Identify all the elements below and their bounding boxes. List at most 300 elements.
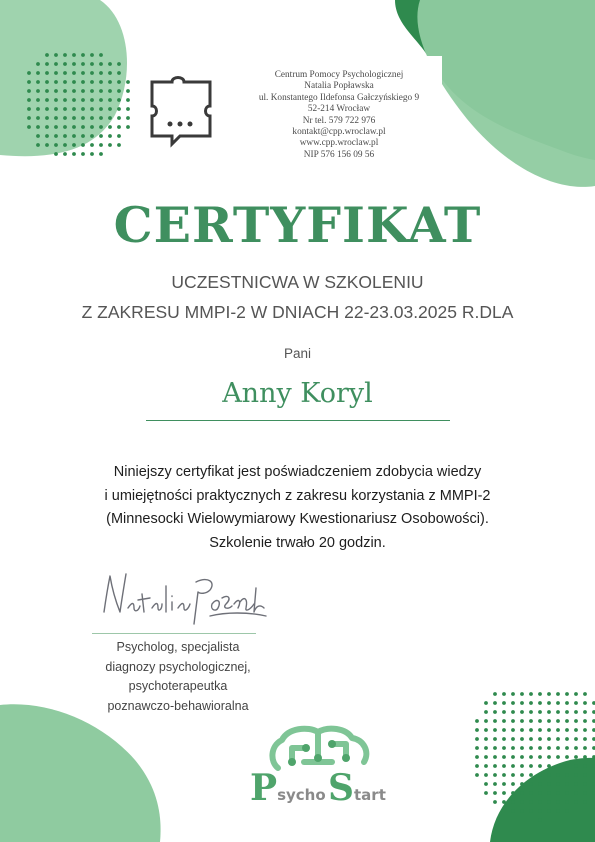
decorative-dot bbox=[484, 746, 488, 750]
decorative-dot bbox=[529, 764, 533, 768]
decorative-dot bbox=[72, 125, 76, 129]
decorative-dot bbox=[99, 62, 103, 66]
decorative-dot bbox=[556, 719, 560, 723]
decorative-dot bbox=[475, 755, 479, 759]
signatory-role bbox=[58, 638, 298, 716]
certificate-body bbox=[0, 461, 595, 555]
decorative-dot bbox=[502, 710, 506, 714]
decorative-dot bbox=[583, 773, 587, 777]
decorative-dot bbox=[81, 107, 85, 111]
decorative-dot bbox=[547, 701, 551, 705]
decorative-dot bbox=[27, 98, 31, 102]
decorative-dot bbox=[547, 746, 551, 750]
decorative-dot bbox=[72, 134, 76, 138]
decorative-dot bbox=[574, 782, 578, 786]
decorative-dot bbox=[90, 80, 94, 84]
decorative-dot bbox=[117, 107, 121, 111]
decorative-dot bbox=[54, 62, 58, 66]
decorative-dot bbox=[90, 152, 94, 156]
decorative-dot bbox=[108, 143, 112, 147]
decorative-dot bbox=[99, 152, 103, 156]
decorative-dot bbox=[54, 125, 58, 129]
decorative-dot bbox=[529, 773, 533, 777]
decorative-dot bbox=[529, 719, 533, 723]
decorative-dot bbox=[511, 755, 515, 759]
decorative-dot bbox=[99, 134, 103, 138]
body-line: i umiejętności praktycznych z zakresu korzystania z MMPI-2 bbox=[104, 487, 491, 504]
decorative-dot bbox=[556, 773, 560, 777]
decorative-dot bbox=[484, 755, 488, 759]
decorative-dot bbox=[511, 737, 515, 741]
decorative-dot bbox=[45, 89, 49, 93]
decorative-dot bbox=[81, 116, 85, 120]
decorative-dot bbox=[529, 737, 533, 741]
decorative-dot bbox=[565, 719, 569, 723]
logo-text-tart: tart bbox=[354, 786, 386, 804]
decorative-dot bbox=[538, 755, 542, 759]
stamp-line: Centrum Pomocy Psychologicznej bbox=[274, 70, 404, 80]
logo-word-start bbox=[328, 767, 386, 809]
decorative-dot bbox=[520, 737, 524, 741]
logo-letter-p: P bbox=[250, 767, 278, 809]
decorative-dot bbox=[484, 791, 488, 795]
decorative-dot bbox=[520, 710, 524, 714]
decorative-dot bbox=[574, 701, 578, 705]
decorative-dot bbox=[556, 737, 560, 741]
decorative-dot bbox=[565, 755, 569, 759]
decorative-dot bbox=[108, 125, 112, 129]
stamp-line: www.cpp.wroclaw.pl bbox=[299, 138, 379, 149]
decorative-dot bbox=[493, 701, 497, 705]
decorative-dot bbox=[54, 53, 58, 57]
decorative-dot bbox=[108, 134, 112, 138]
decorative-dot bbox=[484, 737, 488, 741]
decorative-dot bbox=[556, 692, 560, 696]
decorative-dot bbox=[511, 773, 515, 777]
decorative-dot bbox=[90, 62, 94, 66]
decorative-dot bbox=[538, 692, 542, 696]
decorative-dot bbox=[81, 134, 85, 138]
decorative-dot bbox=[520, 755, 524, 759]
decorative-dot bbox=[556, 710, 560, 714]
decorative-dot bbox=[520, 764, 524, 768]
decorative-dot bbox=[72, 152, 76, 156]
decorative-dot bbox=[565, 800, 569, 804]
decorative-dot bbox=[81, 98, 85, 102]
top-right-light-blob bbox=[417, 0, 595, 187]
decorative-dot bbox=[547, 764, 551, 768]
decorative-dot bbox=[493, 755, 497, 759]
salutation: Pani bbox=[283, 346, 312, 361]
decorative-dot bbox=[547, 782, 551, 786]
decorative-dot bbox=[108, 71, 112, 75]
decorative-dot bbox=[529, 800, 533, 804]
psychostart-logo bbox=[248, 722, 408, 832]
decorative-dot bbox=[90, 53, 94, 57]
decorative-dot bbox=[90, 116, 94, 120]
decorative-dot bbox=[529, 791, 533, 795]
decorative-dot bbox=[81, 71, 85, 75]
decorative-dot bbox=[126, 125, 130, 129]
decorative-dot bbox=[484, 773, 488, 777]
role-line: psychoterapeutka bbox=[128, 679, 228, 693]
decorative-dot bbox=[502, 782, 506, 786]
decorative-dot bbox=[520, 728, 524, 732]
decorative-dot bbox=[72, 80, 76, 84]
decorative-dot bbox=[484, 728, 488, 732]
decorative-dot bbox=[565, 782, 569, 786]
decorative-dot bbox=[484, 782, 488, 786]
decorative-dot bbox=[529, 701, 533, 705]
stamp-line: Nr tel. 579 722 976 bbox=[302, 115, 376, 126]
decorative-dot bbox=[565, 746, 569, 750]
decorative-dot bbox=[511, 701, 515, 705]
decorative-dot bbox=[475, 737, 479, 741]
decorative-dot bbox=[502, 755, 506, 759]
decorative-dot bbox=[72, 143, 76, 147]
decorative-dot bbox=[45, 71, 49, 75]
decorative-dot bbox=[538, 773, 542, 777]
decorative-dot bbox=[63, 125, 67, 129]
decorative-dot bbox=[117, 98, 121, 102]
decorative-dot bbox=[475, 764, 479, 768]
decorative-dot bbox=[556, 746, 560, 750]
decorative-dot bbox=[63, 107, 67, 111]
decorative-dot bbox=[556, 764, 560, 768]
logo-text-sycho: sycho bbox=[277, 786, 326, 804]
decorative-dot bbox=[556, 800, 560, 804]
decorative-dot bbox=[520, 809, 524, 813]
decorative-dot bbox=[511, 746, 515, 750]
decorative-dot bbox=[81, 80, 85, 84]
decorative-dot bbox=[45, 134, 49, 138]
decorative-dot bbox=[54, 107, 58, 111]
decorative-dot bbox=[117, 116, 121, 120]
decorative-dot bbox=[583, 764, 587, 768]
decorative-dot bbox=[493, 710, 497, 714]
decorative-dot bbox=[556, 809, 560, 813]
certificate-title: CERTYFIKAT bbox=[113, 196, 482, 254]
decorative-dot bbox=[81, 53, 85, 57]
decorative-dot bbox=[493, 746, 497, 750]
decorative-dot bbox=[556, 782, 560, 786]
decorative-dot bbox=[538, 737, 542, 741]
stamp-line: 52-214 Wrocław bbox=[307, 104, 371, 115]
decorative-dot bbox=[556, 701, 560, 705]
decorative-dot bbox=[547, 737, 551, 741]
decorative-dot bbox=[99, 116, 103, 120]
decorative-dot bbox=[36, 98, 40, 102]
decorative-dot bbox=[529, 692, 533, 696]
decorative-dot bbox=[502, 764, 506, 768]
signature-line bbox=[92, 633, 256, 634]
decorative-dot bbox=[520, 782, 524, 786]
decorative-dot bbox=[538, 764, 542, 768]
decorative-dot bbox=[538, 728, 542, 732]
role-line: Psycholog, specjalista bbox=[116, 640, 240, 654]
decorative-dot bbox=[72, 98, 76, 102]
decorative-dot bbox=[45, 53, 49, 57]
decorative-dot bbox=[54, 134, 58, 138]
decorative-dot bbox=[90, 143, 94, 147]
role-line: poznawczo-behawioralna bbox=[107, 698, 249, 713]
decorative-dot bbox=[27, 125, 31, 129]
decorative-dot bbox=[583, 719, 587, 723]
decorative-dot bbox=[565, 764, 569, 768]
decorative-dot bbox=[493, 782, 497, 786]
decorative-dot bbox=[63, 89, 67, 93]
decorative-dot bbox=[493, 791, 497, 795]
decorative-dot bbox=[538, 818, 542, 822]
decorative-dot bbox=[475, 746, 479, 750]
decorative-dot bbox=[529, 782, 533, 786]
decorative-dot bbox=[583, 782, 587, 786]
decorative-dot bbox=[36, 71, 40, 75]
decorative-dot bbox=[484, 701, 488, 705]
decorative-dot bbox=[556, 791, 560, 795]
decorative-dot bbox=[556, 755, 560, 759]
decorative-dot bbox=[72, 71, 76, 75]
decorative-dot bbox=[54, 116, 58, 120]
decorative-dot bbox=[511, 809, 515, 813]
decorative-dot bbox=[502, 791, 506, 795]
decorative-dot bbox=[520, 746, 524, 750]
puzzle-chat-icon bbox=[146, 76, 216, 162]
decorative-dot bbox=[117, 134, 121, 138]
decorative-dot bbox=[538, 746, 542, 750]
decorative-dot bbox=[36, 143, 40, 147]
decorative-dot bbox=[565, 701, 569, 705]
decorative-dot bbox=[475, 773, 479, 777]
decorative-dot bbox=[99, 143, 103, 147]
decorative-dot bbox=[547, 710, 551, 714]
decorative-dot bbox=[81, 89, 85, 93]
decorative-dot bbox=[565, 737, 569, 741]
decorative-dot bbox=[538, 782, 542, 786]
decorative-dot bbox=[126, 107, 130, 111]
decorative-dot bbox=[45, 80, 49, 84]
decorative-dot bbox=[108, 116, 112, 120]
decorative-dot bbox=[90, 89, 94, 93]
decorative-dot bbox=[63, 98, 67, 102]
role-line: diagnozy psychologicznej, bbox=[105, 659, 251, 674]
decorative-dot bbox=[81, 152, 85, 156]
decorative-dot bbox=[54, 80, 58, 84]
decorative-dot bbox=[574, 755, 578, 759]
decorative-dot bbox=[72, 116, 76, 120]
decorative-dot bbox=[574, 764, 578, 768]
decorative-dot bbox=[36, 80, 40, 84]
decorative-dot bbox=[565, 710, 569, 714]
decorative-dot bbox=[63, 80, 67, 84]
decorative-dot bbox=[36, 125, 40, 129]
decorative-dot bbox=[99, 98, 103, 102]
stamp-line: ul. Konstantego Ildefonsa Gałczyńskiego 9 bbox=[258, 92, 420, 103]
decorative-dot bbox=[565, 728, 569, 732]
decorative-dot bbox=[484, 719, 488, 723]
decorative-dot bbox=[117, 80, 121, 84]
decorative-dot bbox=[63, 53, 67, 57]
decorative-dot bbox=[475, 719, 479, 723]
decorative-dot bbox=[538, 701, 542, 705]
decorative-dot bbox=[36, 116, 40, 120]
decorative-dot bbox=[574, 791, 578, 795]
decorative-dot bbox=[502, 719, 506, 723]
decorative-dot bbox=[99, 80, 103, 84]
decorative-dot bbox=[583, 755, 587, 759]
handwritten-signature bbox=[98, 568, 268, 632]
decorative-dot bbox=[63, 116, 67, 120]
recipient-name: Anny Koryl bbox=[222, 378, 373, 409]
decorative-dot bbox=[45, 143, 49, 147]
decorative-dot bbox=[126, 89, 130, 93]
decorative-dot bbox=[99, 89, 103, 93]
body-line: Szkolenie trwało 20 godzin. bbox=[209, 534, 386, 551]
decorative-dot bbox=[565, 773, 569, 777]
decorative-dot bbox=[484, 764, 488, 768]
certificate-subtitle-line1: UCZESTNICWA W SZKOLENIU bbox=[171, 272, 424, 292]
decorative-dot bbox=[36, 89, 40, 93]
decorative-dot bbox=[520, 701, 524, 705]
decorative-dot bbox=[63, 71, 67, 75]
decorative-dot bbox=[108, 62, 112, 66]
decorative-dot bbox=[583, 710, 587, 714]
decorative-dot bbox=[99, 71, 103, 75]
decorative-dot bbox=[117, 89, 121, 93]
certificate-subtitle-line2: Z ZAKRESU MMPI-2 W DNIACH 22-23.03.2025 R.DLA bbox=[81, 302, 514, 322]
decorative-dot bbox=[108, 89, 112, 93]
decorative-dot bbox=[511, 791, 515, 795]
decorative-dot bbox=[547, 809, 551, 813]
decorative-dot bbox=[45, 98, 49, 102]
decorative-dot bbox=[520, 791, 524, 795]
decorative-dot bbox=[538, 791, 542, 795]
decorative-dot bbox=[547, 791, 551, 795]
decorative-dot bbox=[583, 800, 587, 804]
bottom-right-blob bbox=[490, 758, 595, 842]
decorative-dot bbox=[54, 152, 58, 156]
decorative-dot bbox=[502, 737, 506, 741]
decorative-dot bbox=[511, 782, 515, 786]
decorative-dot bbox=[574, 710, 578, 714]
decorative-dot bbox=[574, 746, 578, 750]
decorative-dot bbox=[520, 773, 524, 777]
stamp-line: Natalia Popławska bbox=[304, 81, 374, 92]
stamp-line: NIP 576 156 09 56 bbox=[303, 149, 375, 160]
decorative-dot bbox=[547, 755, 551, 759]
decorative-dot bbox=[126, 80, 130, 84]
decorative-dot bbox=[117, 71, 121, 75]
decorative-dot bbox=[493, 728, 497, 732]
decorative-dot bbox=[72, 62, 76, 66]
decorative-dot bbox=[63, 134, 67, 138]
decorative-dot bbox=[126, 98, 130, 102]
decorative-dot bbox=[547, 692, 551, 696]
decorative-dot bbox=[45, 125, 49, 129]
decorative-dot bbox=[583, 692, 587, 696]
decorative-dot bbox=[117, 125, 121, 129]
decorative-dot bbox=[63, 62, 67, 66]
decorative-dot bbox=[493, 800, 497, 804]
decorative-dot bbox=[529, 710, 533, 714]
decorative-dot bbox=[574, 719, 578, 723]
decorative-dot bbox=[90, 71, 94, 75]
decorative-dot bbox=[520, 800, 524, 804]
decorative-dot bbox=[493, 773, 497, 777]
stamp-line: kontakt@cpp.wroclaw.pl bbox=[292, 127, 386, 138]
decorative-dot bbox=[511, 764, 515, 768]
decorative-dot bbox=[63, 152, 67, 156]
decorative-dot bbox=[583, 791, 587, 795]
decorative-dot bbox=[502, 692, 506, 696]
decorative-dot bbox=[574, 728, 578, 732]
decorative-dot bbox=[547, 800, 551, 804]
decorative-dot bbox=[511, 710, 515, 714]
stamp-address bbox=[240, 70, 438, 161]
decorative-dot bbox=[27, 71, 31, 75]
decorative-dot bbox=[583, 746, 587, 750]
decorative-dot bbox=[574, 773, 578, 777]
decorative-dot bbox=[511, 719, 515, 723]
decorative-dot bbox=[502, 773, 506, 777]
decorative-dot bbox=[36, 107, 40, 111]
decorative-dot bbox=[54, 98, 58, 102]
logo-letter-s: S bbox=[328, 767, 354, 809]
decorative-dot bbox=[493, 719, 497, 723]
decorative-dot bbox=[547, 773, 551, 777]
decorative-dot bbox=[126, 116, 130, 120]
decorative-dot bbox=[484, 710, 488, 714]
decorative-dot bbox=[574, 800, 578, 804]
decorative-dot bbox=[36, 134, 40, 138]
body-line: (Minnesocki Wielowymiarowy Kwestionariusz Osobowości). bbox=[106, 511, 489, 527]
decorative-dot bbox=[493, 737, 497, 741]
company-stamp bbox=[140, 56, 442, 174]
decorative-dot bbox=[475, 728, 479, 732]
decorative-dot bbox=[108, 107, 112, 111]
decorative-dot bbox=[529, 728, 533, 732]
decorative-dot bbox=[502, 728, 506, 732]
decorative-dot bbox=[511, 692, 515, 696]
decorative-dot bbox=[502, 800, 506, 804]
decorative-dot bbox=[27, 107, 31, 111]
decorative-dot bbox=[90, 98, 94, 102]
decorative-dot bbox=[54, 89, 58, 93]
decorative-dot bbox=[574, 692, 578, 696]
decorative-dot bbox=[529, 809, 533, 813]
decorative-dot bbox=[27, 89, 31, 93]
decorative-dot bbox=[90, 107, 94, 111]
decorative-dot bbox=[90, 134, 94, 138]
decorative-dot bbox=[81, 125, 85, 129]
decorative-dot bbox=[538, 710, 542, 714]
decorative-dot bbox=[108, 80, 112, 84]
decorative-dot bbox=[54, 71, 58, 75]
decorative-dot bbox=[493, 764, 497, 768]
decorative-dot bbox=[108, 98, 112, 102]
decorative-dot bbox=[538, 800, 542, 804]
decorative-dot bbox=[511, 800, 515, 804]
decorative-dot bbox=[45, 116, 49, 120]
decorative-dot bbox=[27, 80, 31, 84]
decorative-dot bbox=[565, 809, 569, 813]
decorative-dot bbox=[72, 53, 76, 57]
decorative-dot bbox=[54, 143, 58, 147]
decorative-dot bbox=[502, 746, 506, 750]
logo-word-psycho bbox=[250, 767, 326, 809]
decorative-dot bbox=[511, 728, 515, 732]
decorative-dot bbox=[565, 791, 569, 795]
